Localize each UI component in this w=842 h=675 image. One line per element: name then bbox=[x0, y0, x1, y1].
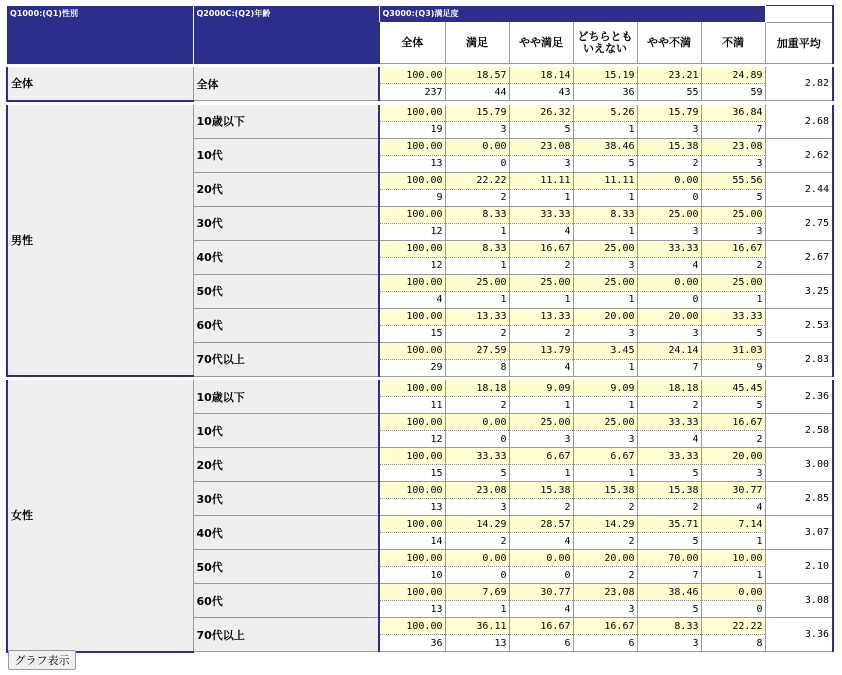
column-header-0: 全体 bbox=[379, 22, 445, 63]
column-header-2: やや満足 bbox=[509, 22, 573, 63]
percent-cell: 33.33 bbox=[509, 206, 573, 223]
row-label: 50代 bbox=[193, 550, 379, 584]
count-cell: 3 bbox=[445, 121, 509, 138]
count-cell: 1 bbox=[509, 465, 573, 482]
percent-cell: 23.21 bbox=[637, 67, 701, 84]
percent-cell: 38.46 bbox=[637, 584, 701, 601]
percent-cell: 100.00 bbox=[379, 482, 445, 499]
count-cell: 12 bbox=[379, 223, 445, 240]
count-cell: 2 bbox=[637, 155, 701, 172]
percent-cell: 8.33 bbox=[573, 206, 637, 223]
percent-cell: 14.29 bbox=[445, 516, 509, 533]
count-cell: 3 bbox=[509, 155, 573, 172]
percent-cell: 100.00 bbox=[379, 206, 445, 223]
count-cell: 29 bbox=[379, 359, 445, 376]
percent-cell: 11.11 bbox=[509, 172, 573, 189]
percent-cell: 33.33 bbox=[637, 414, 701, 431]
count-cell: 1 bbox=[701, 533, 765, 550]
count-cell: 0 bbox=[637, 189, 701, 206]
percent-cell: 22.22 bbox=[701, 618, 765, 635]
count-cell: 59 bbox=[701, 84, 765, 101]
group-label: 女性 bbox=[7, 380, 193, 652]
percent-cell: 30.77 bbox=[701, 482, 765, 499]
row-label: 60代 bbox=[193, 584, 379, 618]
percent-cell: 23.08 bbox=[509, 138, 573, 155]
percent-cell: 7.69 bbox=[445, 584, 509, 601]
weighted-average-cell: 2.36 bbox=[765, 380, 833, 414]
percent-cell: 9.09 bbox=[509, 380, 573, 397]
row-label: 10歳以下 bbox=[193, 105, 379, 139]
weighted-average-cell: 3.36 bbox=[765, 618, 833, 652]
count-cell: 7 bbox=[701, 121, 765, 138]
percent-cell: 25.00 bbox=[573, 274, 637, 291]
row-label: 20代 bbox=[193, 172, 379, 206]
row-label: 40代 bbox=[193, 240, 379, 274]
table-row bbox=[7, 380, 833, 397]
count-cell: 36 bbox=[573, 84, 637, 101]
weighted-average-cell: 2.75 bbox=[765, 206, 833, 240]
count-cell: 4 bbox=[509, 223, 573, 240]
count-cell: 5 bbox=[701, 325, 765, 342]
count-cell: 2 bbox=[509, 325, 573, 342]
percent-cell: 15.38 bbox=[637, 138, 701, 155]
percent-cell: 55.56 bbox=[701, 172, 765, 189]
count-cell: 1 bbox=[509, 291, 573, 308]
count-cell: 1 bbox=[573, 189, 637, 206]
count-cell: 4 bbox=[509, 359, 573, 376]
percent-cell: 100.00 bbox=[379, 308, 445, 325]
header-age: Q2000C:(Q2)年齢 bbox=[193, 6, 379, 64]
percent-cell: 100.00 bbox=[379, 618, 445, 635]
weighted-average-cell: 2.83 bbox=[765, 342, 833, 376]
count-cell: 13 bbox=[379, 499, 445, 516]
count-cell: 0 bbox=[445, 155, 509, 172]
count-cell: 2 bbox=[445, 189, 509, 206]
weighted-average-cell: 3.00 bbox=[765, 448, 833, 482]
count-cell: 0 bbox=[445, 431, 509, 448]
row-label: 20代 bbox=[193, 448, 379, 482]
percent-cell: 20.00 bbox=[573, 308, 637, 325]
count-cell: 2 bbox=[509, 499, 573, 516]
count-cell: 2 bbox=[445, 325, 509, 342]
percent-cell: 20.00 bbox=[573, 550, 637, 567]
count-cell: 4 bbox=[509, 533, 573, 550]
percent-cell: 18.57 bbox=[445, 67, 509, 84]
count-cell: 3 bbox=[637, 325, 701, 342]
weighted-average-cell: 2.82 bbox=[765, 67, 833, 101]
count-cell: 8 bbox=[445, 359, 509, 376]
percent-cell: 15.79 bbox=[637, 105, 701, 122]
count-cell: 8 bbox=[701, 635, 765, 652]
row-label: 30代 bbox=[193, 482, 379, 516]
row-label: 10代 bbox=[193, 138, 379, 172]
count-cell: 10 bbox=[379, 567, 445, 584]
percent-cell: 0.00 bbox=[445, 550, 509, 567]
column-header-weighted-average: 加重平均 bbox=[765, 22, 833, 63]
percent-cell: 16.67 bbox=[573, 618, 637, 635]
count-cell: 9 bbox=[379, 189, 445, 206]
weighted-average-cell: 3.07 bbox=[765, 516, 833, 550]
count-cell: 14 bbox=[379, 533, 445, 550]
percent-cell: 22.22 bbox=[445, 172, 509, 189]
percent-cell: 0.00 bbox=[445, 414, 509, 431]
column-header-4: やや不満 bbox=[637, 22, 701, 63]
percent-cell: 38.46 bbox=[573, 138, 637, 155]
count-cell: 0 bbox=[445, 567, 509, 584]
percent-cell: 11.11 bbox=[573, 172, 637, 189]
percent-cell: 23.08 bbox=[445, 482, 509, 499]
percent-cell: 10.00 bbox=[701, 550, 765, 567]
count-cell: 1 bbox=[701, 291, 765, 308]
weighted-average-cell: 3.25 bbox=[765, 274, 833, 308]
count-cell: 2 bbox=[445, 533, 509, 550]
count-cell: 9 bbox=[701, 359, 765, 376]
count-cell: 6 bbox=[573, 635, 637, 652]
row-label: 70代以上 bbox=[193, 342, 379, 376]
count-cell: 2 bbox=[701, 257, 765, 274]
percent-cell: 33.33 bbox=[445, 448, 509, 465]
percent-cell: 23.08 bbox=[701, 138, 765, 155]
count-cell: 1 bbox=[573, 223, 637, 240]
percent-cell: 100.00 bbox=[379, 172, 445, 189]
count-cell: 15 bbox=[379, 465, 445, 482]
count-cell: 5 bbox=[701, 189, 765, 206]
percent-cell: 25.00 bbox=[509, 274, 573, 291]
percent-cell: 13.33 bbox=[509, 308, 573, 325]
weighted-average-cell: 2.67 bbox=[765, 240, 833, 274]
count-cell: 3 bbox=[573, 431, 637, 448]
percent-cell: 16.67 bbox=[701, 414, 765, 431]
count-cell: 43 bbox=[509, 84, 573, 101]
weighted-average-cell: 2.53 bbox=[765, 308, 833, 342]
count-cell: 1 bbox=[573, 291, 637, 308]
weighted-average-cell: 2.68 bbox=[765, 105, 833, 139]
count-cell: 5 bbox=[509, 121, 573, 138]
percent-cell: 100.00 bbox=[379, 274, 445, 291]
count-cell: 4 bbox=[379, 291, 445, 308]
header-satisfaction: Q3000:(Q3)満足度 bbox=[379, 6, 765, 23]
count-cell: 4 bbox=[509, 601, 573, 618]
percent-cell: 25.00 bbox=[509, 414, 573, 431]
percent-cell: 33.33 bbox=[637, 240, 701, 257]
count-cell: 2 bbox=[573, 533, 637, 550]
percent-cell: 25.00 bbox=[445, 274, 509, 291]
count-cell: 3 bbox=[701, 465, 765, 482]
percent-cell: 6.67 bbox=[573, 448, 637, 465]
count-cell: 2 bbox=[445, 397, 509, 414]
percent-cell: 5.26 bbox=[573, 105, 637, 122]
percent-cell: 15.19 bbox=[573, 67, 637, 84]
column-header-1: 満足 bbox=[445, 22, 509, 63]
percent-cell: 26.32 bbox=[509, 105, 573, 122]
count-cell: 2 bbox=[573, 567, 637, 584]
percent-cell: 100.00 bbox=[379, 414, 445, 431]
percent-cell: 8.33 bbox=[445, 206, 509, 223]
count-cell: 5 bbox=[445, 465, 509, 482]
weighted-average-cell: 3.08 bbox=[765, 584, 833, 618]
row-label: 10歳以下 bbox=[193, 380, 379, 414]
count-cell: 2 bbox=[637, 397, 701, 414]
count-cell: 1 bbox=[573, 359, 637, 376]
percent-cell: 70.00 bbox=[637, 550, 701, 567]
count-cell: 1 bbox=[573, 121, 637, 138]
percent-cell: 100.00 bbox=[379, 584, 445, 601]
count-cell: 4 bbox=[701, 499, 765, 516]
percent-cell: 15.38 bbox=[637, 482, 701, 499]
count-cell: 1 bbox=[573, 465, 637, 482]
percent-cell: 100.00 bbox=[379, 380, 445, 397]
count-cell: 4 bbox=[637, 431, 701, 448]
percent-cell: 20.00 bbox=[701, 448, 765, 465]
group-label: 全体 bbox=[7, 67, 193, 101]
group-label: 男性 bbox=[7, 105, 193, 377]
percent-cell: 7.14 bbox=[701, 516, 765, 533]
percent-cell: 18.18 bbox=[445, 380, 509, 397]
row-label: 50代 bbox=[193, 274, 379, 308]
count-cell: 12 bbox=[379, 257, 445, 274]
count-cell: 1 bbox=[509, 189, 573, 206]
count-cell: 1 bbox=[445, 601, 509, 618]
count-cell: 2 bbox=[637, 499, 701, 516]
percent-cell: 9.09 bbox=[573, 380, 637, 397]
percent-cell: 18.14 bbox=[509, 67, 573, 84]
percent-cell: 25.00 bbox=[637, 206, 701, 223]
percent-cell: 100.00 bbox=[379, 240, 445, 257]
count-cell: 6 bbox=[509, 635, 573, 652]
weighted-average-cell: 2.58 bbox=[765, 414, 833, 448]
header-gender: Q1000:(Q1)性別 bbox=[7, 6, 193, 64]
count-cell: 5 bbox=[637, 601, 701, 618]
percent-cell: 15.79 bbox=[445, 105, 509, 122]
header-blank bbox=[765, 6, 833, 23]
graph-display-button[interactable]: グラフ表示 bbox=[8, 650, 76, 670]
count-cell: 12 bbox=[379, 431, 445, 448]
row-label: 60代 bbox=[193, 308, 379, 342]
percent-cell: 25.00 bbox=[573, 414, 637, 431]
percent-cell: 13.33 bbox=[445, 308, 509, 325]
percent-cell: 35.71 bbox=[637, 516, 701, 533]
count-cell: 3 bbox=[445, 499, 509, 516]
percent-cell: 14.29 bbox=[573, 516, 637, 533]
count-cell: 3 bbox=[637, 635, 701, 652]
percent-cell: 100.00 bbox=[379, 67, 445, 84]
count-cell: 5 bbox=[701, 397, 765, 414]
percent-cell: 13.79 bbox=[509, 342, 573, 359]
count-cell: 2 bbox=[509, 257, 573, 274]
row-label: 全体 bbox=[193, 67, 379, 101]
count-cell: 13 bbox=[379, 601, 445, 618]
percent-cell: 3.45 bbox=[573, 342, 637, 359]
table-row bbox=[7, 67, 833, 84]
row-label: 10代 bbox=[193, 414, 379, 448]
percent-cell: 23.08 bbox=[573, 584, 637, 601]
count-cell: 237 bbox=[379, 84, 445, 101]
count-cell: 13 bbox=[379, 155, 445, 172]
percent-cell: 6.67 bbox=[509, 448, 573, 465]
count-cell: 0 bbox=[701, 601, 765, 618]
count-cell: 0 bbox=[637, 291, 701, 308]
percent-cell: 25.00 bbox=[701, 274, 765, 291]
percent-cell: 16.67 bbox=[509, 618, 573, 635]
percent-cell: 45.45 bbox=[701, 380, 765, 397]
count-cell: 4 bbox=[637, 257, 701, 274]
weighted-average-cell: 2.85 bbox=[765, 482, 833, 516]
percent-cell: 28.57 bbox=[509, 516, 573, 533]
count-cell: 2 bbox=[701, 431, 765, 448]
percent-cell: 33.33 bbox=[637, 448, 701, 465]
count-cell: 13 bbox=[445, 635, 509, 652]
percent-cell: 100.00 bbox=[379, 448, 445, 465]
percent-cell: 30.77 bbox=[509, 584, 573, 601]
percent-cell: 25.00 bbox=[701, 206, 765, 223]
percent-cell: 16.67 bbox=[701, 240, 765, 257]
percent-cell: 25.00 bbox=[573, 240, 637, 257]
count-cell: 3 bbox=[637, 223, 701, 240]
count-cell: 2 bbox=[573, 499, 637, 516]
percent-cell: 8.33 bbox=[637, 618, 701, 635]
count-cell: 5 bbox=[637, 465, 701, 482]
percent-cell: 8.33 bbox=[445, 240, 509, 257]
percent-cell: 100.00 bbox=[379, 138, 445, 155]
count-cell: 19 bbox=[379, 121, 445, 138]
percent-cell: 24.89 bbox=[701, 67, 765, 84]
count-cell: 55 bbox=[637, 84, 701, 101]
row-label: 40代 bbox=[193, 516, 379, 550]
count-cell: 7 bbox=[637, 359, 701, 376]
row-label: 30代 bbox=[193, 206, 379, 240]
percent-cell: 33.33 bbox=[701, 308, 765, 325]
count-cell: 3 bbox=[637, 121, 701, 138]
percent-cell: 16.67 bbox=[509, 240, 573, 257]
count-cell: 1 bbox=[445, 257, 509, 274]
column-header-5: 不満 bbox=[701, 22, 765, 63]
count-cell: 1 bbox=[445, 291, 509, 308]
count-cell: 1 bbox=[509, 397, 573, 414]
percent-cell: 0.00 bbox=[445, 138, 509, 155]
weighted-average-cell: 2.44 bbox=[765, 172, 833, 206]
row-label: 70代以上 bbox=[193, 618, 379, 652]
count-cell: 7 bbox=[637, 567, 701, 584]
percent-cell: 0.00 bbox=[701, 584, 765, 601]
crosstab-container bbox=[6, 5, 834, 653]
percent-cell: 27.59 bbox=[445, 342, 509, 359]
count-cell: 3 bbox=[573, 601, 637, 618]
column-header-3: どちらともいえない bbox=[573, 22, 637, 63]
count-cell: 3 bbox=[573, 325, 637, 342]
count-cell: 5 bbox=[573, 155, 637, 172]
count-cell: 36 bbox=[379, 635, 445, 652]
weighted-average-cell: 2.62 bbox=[765, 138, 833, 172]
count-cell: 5 bbox=[637, 533, 701, 550]
percent-cell: 15.38 bbox=[509, 482, 573, 499]
count-cell: 11 bbox=[379, 397, 445, 414]
count-cell: 3 bbox=[701, 223, 765, 240]
count-cell: 3 bbox=[701, 155, 765, 172]
count-cell: 1 bbox=[701, 567, 765, 584]
percent-cell: 18.18 bbox=[637, 380, 701, 397]
table-row bbox=[7, 105, 833, 122]
count-cell: 1 bbox=[445, 223, 509, 240]
percent-cell: 100.00 bbox=[379, 105, 445, 122]
percent-cell: 100.00 bbox=[379, 342, 445, 359]
weighted-average-cell: 2.10 bbox=[765, 550, 833, 584]
count-cell: 15 bbox=[379, 325, 445, 342]
count-cell: 3 bbox=[573, 257, 637, 274]
percent-cell: 36.84 bbox=[701, 105, 765, 122]
percent-cell: 0.00 bbox=[637, 274, 701, 291]
percent-cell: 31.03 bbox=[701, 342, 765, 359]
count-cell: 3 bbox=[509, 431, 573, 448]
crosstab-table bbox=[6, 5, 834, 653]
percent-cell: 24.14 bbox=[637, 342, 701, 359]
percent-cell: 20.00 bbox=[637, 308, 701, 325]
count-cell: 44 bbox=[445, 84, 509, 101]
percent-cell: 15.38 bbox=[573, 482, 637, 499]
percent-cell: 100.00 bbox=[379, 516, 445, 533]
percent-cell: 100.00 bbox=[379, 550, 445, 567]
percent-cell: 0.00 bbox=[509, 550, 573, 567]
count-cell: 0 bbox=[509, 567, 573, 584]
percent-cell: 0.00 bbox=[637, 172, 701, 189]
percent-cell: 36.11 bbox=[445, 618, 509, 635]
count-cell: 1 bbox=[573, 397, 637, 414]
